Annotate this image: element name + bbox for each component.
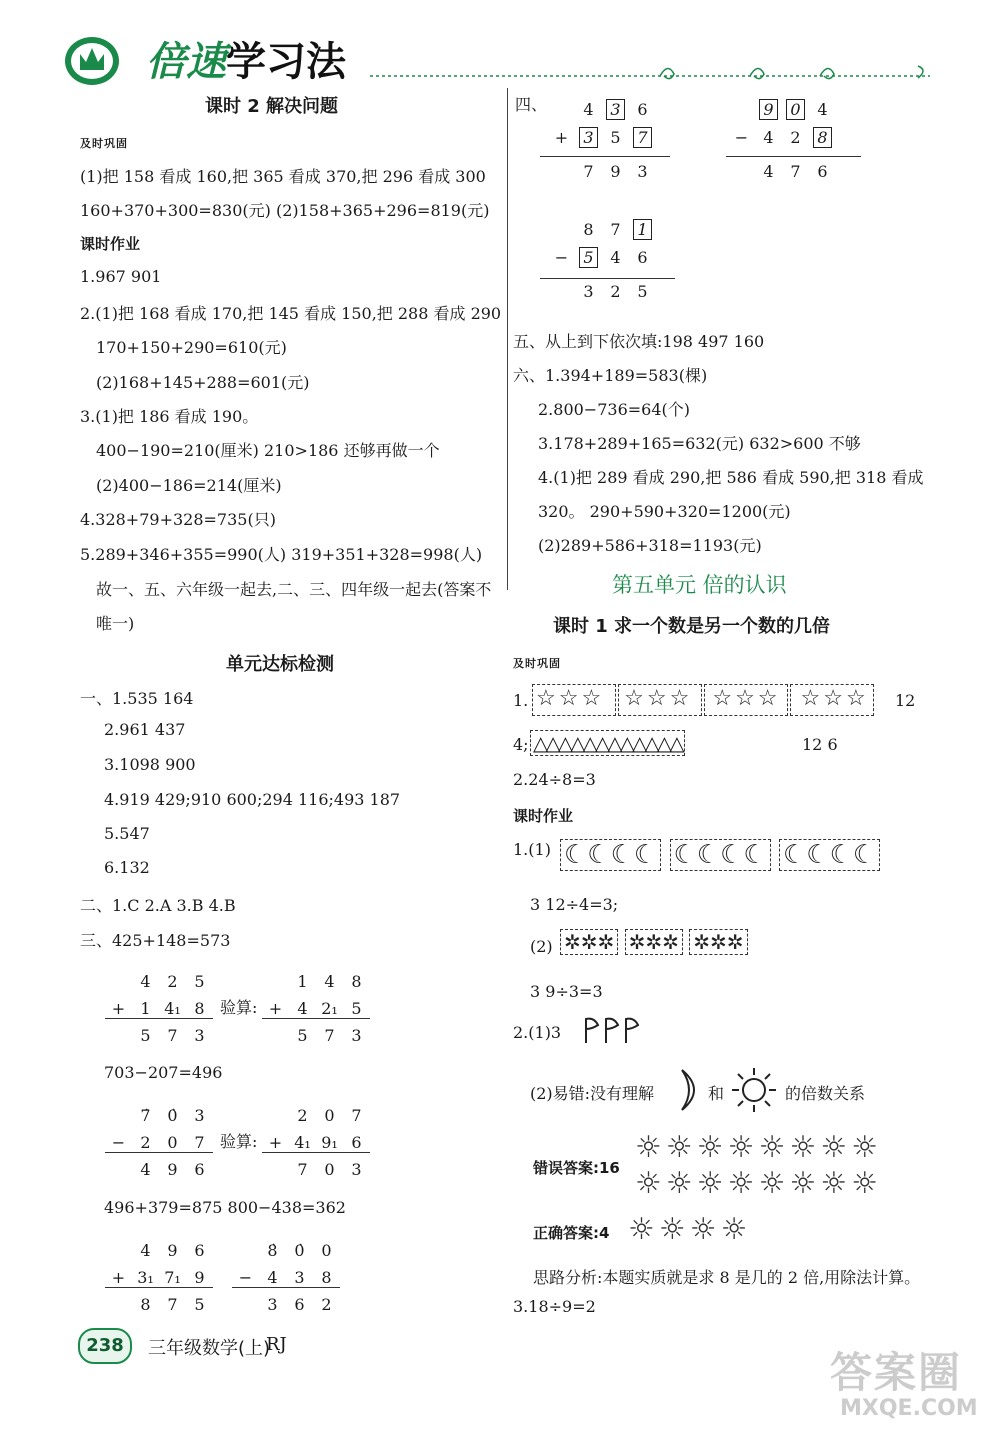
- vertical-calc: 8̇ 0̇ 0 − 4 3 8 3 6 2: [238, 1241, 332, 1314]
- check-label: 验算:: [220, 1132, 258, 1151]
- brand-title: 倍速学习法: [146, 39, 346, 85]
- answer-line: 4.(1)把 289 看成 290,把 586 看成 590,把 318 看成: [538, 468, 924, 487]
- sun-icon: ☼☼☼☼☼☼☼☼: [635, 1166, 883, 1201]
- lesson2-title: 课时 2 解决问题: [205, 96, 339, 117]
- answer-box: 9: [759, 99, 778, 120]
- sum-line: [540, 278, 675, 279]
- sun-icon: ☼☼☼☼☼☼☼☼: [635, 1130, 883, 1165]
- item-number: 4;: [513, 735, 529, 754]
- answer-line: (1)把 158 看成 160,把 365 看成 370,把 296 看成 300: [80, 167, 486, 186]
- analysis-line: 思路分析:本题实质就是求 8 是几的 2 倍,用除法计算。: [533, 1268, 921, 1287]
- answer-line: 160+370+300=830(元) (2)158+365+296=819(元): [80, 201, 490, 220]
- answer-line: 3.(1)把 186 看成 190。: [80, 407, 259, 426]
- page-number-badge: 238: [78, 1328, 132, 1364]
- moon-icon: [672, 1068, 706, 1116]
- answer-line: 5.289+346+355=990(人) 319+351+328=998(人): [80, 545, 483, 564]
- consolidate-heading: 及时巩固: [513, 657, 561, 670]
- answer-line: 4.328+79+328=735(只): [80, 510, 276, 529]
- vertical-calc: 2 0 7 + 4₁ 9₁ 6 7 0 3: [268, 1106, 362, 1179]
- star-icon-row: [536, 686, 869, 711]
- answer-line: 3 9÷3=3: [530, 982, 603, 1001]
- answer-line: 一、1.535 164: [80, 689, 194, 708]
- bug-group: ✲✲✲: [689, 929, 747, 955]
- answer-line: 496+379=875 800−438=362: [104, 1198, 346, 1217]
- vertical-calc: 4 9 6 + 3₁ 7₁ 9 8 7 5: [111, 1241, 205, 1314]
- column-divider: [507, 88, 508, 590]
- check-label: 验算:: [220, 998, 258, 1017]
- answer-box: 7: [633, 127, 652, 148]
- bug-group: ✲✲✲: [560, 929, 618, 955]
- consolidate-heading: 及时巩固: [80, 137, 128, 150]
- sun-icon-grid: [635, 1130, 882, 1202]
- correct-answer-label: 正确答案:4: [533, 1224, 610, 1242]
- moon-group: ☾☾☾☾: [560, 839, 661, 871]
- sum-line: [262, 1152, 370, 1153]
- sum-line: [726, 156, 861, 157]
- bug-icon-row: [560, 930, 748, 954]
- vertical-calc: 7̇ 0̇ 3 − 2 0 7 4 9 6: [111, 1106, 205, 1179]
- brand-logo-icon: [62, 34, 122, 88]
- sum-line: [232, 1287, 340, 1288]
- star-icon: ☆☆☆: [624, 686, 693, 711]
- moon-group: ☾☾☾☾: [779, 839, 880, 871]
- answer-line: (2)168+145+288=601(元): [96, 373, 310, 392]
- unit5-title: 第五单元 倍的认识: [612, 573, 787, 597]
- sum-line: [105, 1287, 213, 1288]
- answer-line: (2)400−186=214(厘米): [96, 476, 282, 495]
- header-decoration: [370, 56, 940, 86]
- answer-line: 3.18÷9=2: [513, 1297, 596, 1316]
- answer-box: 3: [606, 99, 625, 120]
- answer-line: 703−207=496: [104, 1063, 223, 1082]
- item-number: (2): [530, 937, 553, 956]
- edition-label: RJ: [266, 1334, 287, 1355]
- fill-box-puzzle: 8 7 1 − 5 4 6 3 2 5: [548, 216, 656, 306]
- wrong-answer-label: 错误答案:16: [533, 1159, 620, 1177]
- answer-box: 1: [633, 219, 652, 240]
- star-icon: ☆☆☆: [800, 686, 869, 711]
- answer-line: 2.24÷8=3: [513, 770, 596, 789]
- fill-box-puzzle: 9 0 4 − 4 2 8 4 7 6: [728, 96, 836, 186]
- answer-line: 5.547: [104, 824, 150, 843]
- fill-box-puzzle: 4 3 6 + 3 5 7 7 9 3: [548, 96, 656, 186]
- sun-icon: [730, 1066, 778, 1118]
- answer-line: 2.961 437: [104, 720, 186, 739]
- answer-line: (2)易错:没有理解: [530, 1084, 655, 1103]
- answer-line: 6.132: [104, 858, 150, 877]
- sum-line: [105, 1018, 213, 1019]
- answer-box: 3: [579, 127, 598, 148]
- flag-icon-row: [582, 1015, 646, 1049]
- answer-value: 12: [895, 691, 916, 710]
- answer-line: 三、425+148=573: [80, 931, 231, 950]
- vertical-calc: 4 2 5 + 1 4₁ 8 5 7 3: [111, 972, 205, 1045]
- answer-line: 的倍数关系: [785, 1084, 866, 1103]
- bug-group: ✲✲✲: [625, 929, 683, 955]
- item-number: 1.(1): [513, 840, 551, 859]
- answer-line: 故一、五、六年级一起去,二、三、四年级一起去(答案不: [96, 580, 492, 599]
- vertical-calc: 1 4 8 + 4 2₁ 5 5 7 3: [268, 972, 362, 1045]
- star-icon: ☆☆☆: [712, 686, 781, 711]
- watermark-text: 答案圈: [830, 1348, 963, 1397]
- lesson1-title: 课时 1 求一个数是另一个数的几倍: [553, 616, 831, 637]
- answer-box: 5: [579, 247, 598, 268]
- watermark-url: MXQE.COM: [840, 1396, 978, 1421]
- answer-line: (2)289+586+318=1193(元): [538, 536, 762, 555]
- moon-group: ☾☾☾☾: [670, 839, 771, 871]
- answer-line: 2.800−736=64(个): [538, 400, 691, 419]
- answer-box: 8: [813, 127, 832, 148]
- moon-icon-row: [560, 840, 880, 870]
- item-number: 1.: [513, 691, 529, 710]
- answer-line: 320。 290+590+320=1200(元): [538, 502, 791, 521]
- sum-line: [540, 156, 670, 157]
- sum-line: [262, 1018, 370, 1019]
- unit-test-title: 单元达标检测: [226, 654, 334, 675]
- answer-line: 3.178+289+165=632(元) 632>600 不够: [538, 434, 861, 453]
- star-icon: ☆☆☆: [536, 686, 605, 711]
- answer-line: 和: [708, 1084, 725, 1103]
- sun-icon-row: [628, 1212, 752, 1247]
- answer-line: 2.(1)把 168 看成 170,把 145 看成 150,把 288 看成 290: [80, 304, 502, 323]
- answer-line: 五、从上到下依次填:198 497 160: [513, 332, 765, 351]
- book-name: 三年级数学(上): [148, 1338, 271, 1359]
- answer-line: 2.(1)3: [513, 1023, 562, 1042]
- answer-line: 400−190=210(厘米) 210>186 还够再做一个: [96, 441, 440, 460]
- answer-line: 3.1098 900: [104, 755, 196, 774]
- triangle-icon-row: △△△△△△△△△△△△: [530, 730, 685, 756]
- question-label: 四、: [515, 95, 548, 114]
- answer-line: 二、1.C 2.A 3.B 4.B: [80, 896, 236, 915]
- homework-heading: 课时作业: [80, 235, 141, 253]
- answer-line: 170+150+290=610(元): [96, 338, 287, 357]
- sun-icon: ☼☼☼☼: [628, 1212, 752, 1247]
- answer-line: 4.919 429;910 600;294 116;493 187: [104, 790, 401, 809]
- answer-line: 六、1.394+189=583(棵): [513, 366, 708, 385]
- homework-heading: 课时作业: [513, 807, 574, 825]
- answer-box: 0: [786, 99, 805, 120]
- answer-line: 3 12÷4=3;: [530, 895, 619, 914]
- answer-value: 12 6: [802, 735, 838, 754]
- sum-line: [105, 1152, 213, 1153]
- answer-line: 1.967 901: [80, 267, 162, 286]
- answer-line: 唯一): [96, 614, 135, 633]
